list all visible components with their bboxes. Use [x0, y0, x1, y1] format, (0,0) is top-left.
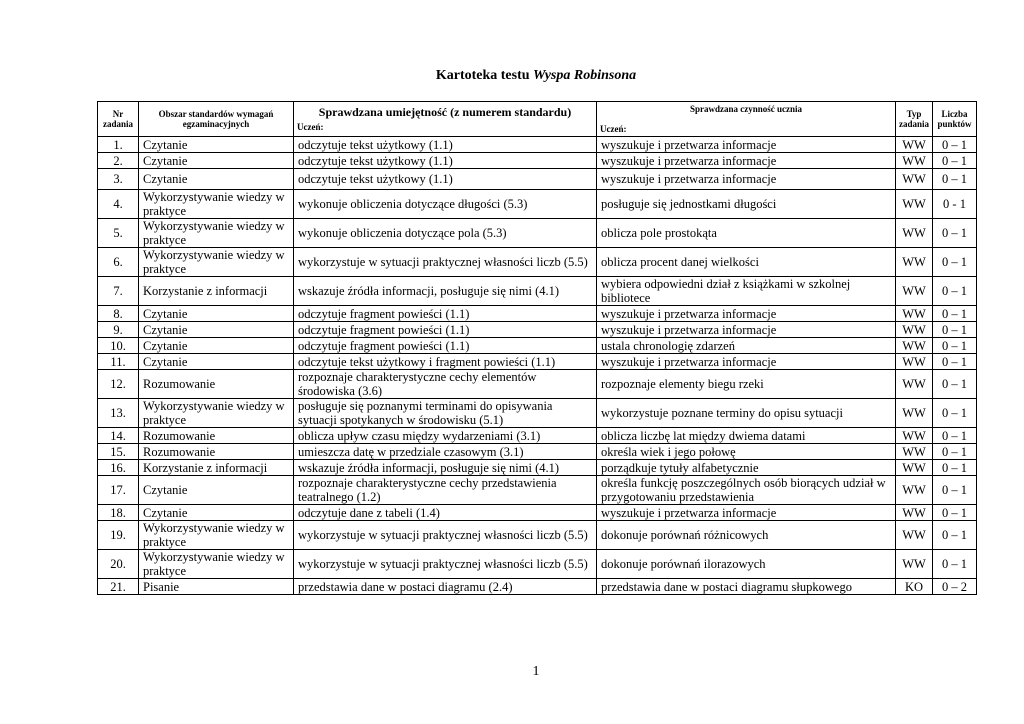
- table-row: [98, 354, 977, 370]
- table-row: [98, 169, 977, 190]
- cell-nr: 12.: [98, 370, 139, 399]
- table-row: [98, 153, 977, 169]
- cell-typ: WW: [896, 169, 933, 190]
- cell-czynnosc: określa wiek i jego połowę: [597, 444, 896, 460]
- cell-nr: 18.: [98, 505, 139, 521]
- cell-umiejetnosc: odczytuje tekst użytkowy (1.1): [294, 153, 597, 169]
- cell-typ: KO: [896, 579, 933, 595]
- cell-umiejetnosc: przedstawia dane w postaci diagramu (2.4): [294, 579, 597, 595]
- cell-obszar: Rozumowanie: [139, 428, 294, 444]
- cell-obszar: Korzystanie z informacji: [139, 460, 294, 476]
- cell-punkty: 0 – 1: [933, 444, 977, 460]
- page-number: 1: [532, 664, 540, 679]
- table-row: [98, 190, 977, 219]
- cell-punkty: 0 – 1: [933, 476, 977, 505]
- cell-punkty: 0 – 2: [933, 579, 977, 595]
- title-prefix: Kartoteka testu: [435, 68, 530, 83]
- cell-umiejetnosc: wykorzystuje w sytuacji praktycznej własności liczb (5.5): [294, 521, 597, 550]
- table-row: [98, 428, 977, 444]
- cell-nr: 7.: [98, 277, 139, 306]
- cell-punkty: 0 – 1: [933, 306, 977, 322]
- cell-punkty: 0 – 1: [933, 399, 977, 428]
- cell-obszar: Czytanie: [139, 153, 294, 169]
- cell-obszar: Czytanie: [139, 476, 294, 505]
- table-row: [98, 277, 977, 306]
- table-row: [98, 476, 977, 505]
- cell-nr: 2.: [98, 153, 139, 169]
- table-row: [98, 505, 977, 521]
- cell-punkty: 0 – 1: [933, 248, 977, 277]
- cell-umiejetnosc: wykorzystuje w sytuacji praktycznej własności liczb (5.5): [294, 550, 597, 579]
- table-row: [98, 444, 977, 460]
- kartoteka-table: [97, 101, 977, 595]
- cell-obszar: Czytanie: [139, 137, 294, 153]
- cell-nr: 17.: [98, 476, 139, 505]
- header-czynnosc-label: Sprawdzana czynność ucznia: [689, 104, 802, 114]
- title-italic: Wyspa Robinsona: [533, 68, 637, 83]
- cell-umiejetnosc: odczytuje tekst użytkowy (1.1): [294, 169, 597, 190]
- cell-typ: WW: [896, 444, 933, 460]
- cell-nr: 19.: [98, 521, 139, 550]
- cell-czynnosc: wyszukuje i przetwarza informacje: [597, 153, 896, 169]
- cell-umiejetnosc: wskazuje źródła informacji, posługuje się nimi (4.1): [294, 460, 597, 476]
- table-body: [98, 137, 977, 595]
- cell-obszar: Czytanie: [139, 354, 294, 370]
- cell-nr: 9.: [98, 322, 139, 338]
- cell-czynnosc: wyszukuje i przetwarza informacje: [597, 322, 896, 338]
- cell-umiejetnosc: odczytuje fragment powieści (1.1): [294, 322, 597, 338]
- cell-punkty: 0 – 1: [933, 370, 977, 399]
- cell-typ: WW: [896, 505, 933, 521]
- cell-umiejetnosc: wykonuje obliczenia dotyczące długości (5.3): [294, 190, 597, 219]
- cell-czynnosc: oblicza procent danej wielkości: [597, 248, 896, 277]
- cell-typ: WW: [896, 476, 933, 505]
- cell-nr: 1.: [98, 137, 139, 153]
- cell-nr: 15.: [98, 444, 139, 460]
- cell-typ: WW: [896, 248, 933, 277]
- table-row: [98, 550, 977, 579]
- cell-umiejetnosc: wykonuje obliczenia dotyczące pola (5.3): [294, 219, 597, 248]
- cell-typ: WW: [896, 521, 933, 550]
- cell-obszar: Wykorzystywanie wiedzy w praktyce: [139, 190, 294, 219]
- cell-punkty: 0 – 1: [933, 460, 977, 476]
- cell-obszar: Rozumowanie: [139, 370, 294, 399]
- cell-typ: WW: [896, 190, 933, 219]
- cell-czynnosc: wyszukuje i przetwarza informacje: [597, 505, 896, 521]
- cell-umiejetnosc: wykorzystuje w sytuacji praktycznej własności liczb (5.5): [294, 248, 597, 277]
- cell-typ: WW: [896, 219, 933, 248]
- cell-obszar: Rozumowanie: [139, 444, 294, 460]
- cell-czynnosc: wybiera odpowiedni dział z książkami w szkolnej bibliotece: [597, 277, 896, 306]
- cell-umiejetnosc: rozpoznaje charakterystyczne cechy przedstawienia teatralnego (1.2): [294, 476, 597, 505]
- cell-nr: 21.: [98, 579, 139, 595]
- cell-umiejetnosc: oblicza upływ czasu między wydarzeniami (3.1): [294, 428, 597, 444]
- cell-obszar: Wykorzystywanie wiedzy w praktyce: [139, 550, 294, 579]
- cell-typ: WW: [896, 153, 933, 169]
- cell-czynnosc: przedstawia dane w postaci diagramu słupkowego: [597, 579, 896, 595]
- cell-typ: WW: [896, 460, 933, 476]
- cell-czynnosc: dokonuje porównań ilorazowych: [597, 550, 896, 579]
- cell-punkty: 0 – 1: [933, 354, 977, 370]
- cell-typ: WW: [896, 306, 933, 322]
- header-umiejetnosc-sub: Uczeń:: [297, 121, 324, 132]
- cell-czynnosc: oblicza liczbę lat między dwiema datami: [597, 428, 896, 444]
- cell-punkty: 0 – 1: [933, 169, 977, 190]
- cell-punkty: 0 – 1: [933, 338, 977, 354]
- cell-nr: 13.: [98, 399, 139, 428]
- cell-nr: 8.: [98, 306, 139, 322]
- cell-punkty: 0 – 1: [933, 219, 977, 248]
- cell-punkty: 0 – 1: [933, 153, 977, 169]
- cell-nr: 11.: [98, 354, 139, 370]
- cell-typ: WW: [896, 399, 933, 428]
- table-row: [98, 219, 977, 248]
- header-czynnosc: [597, 102, 896, 137]
- cell-typ: WW: [896, 354, 933, 370]
- table-row: [98, 370, 977, 399]
- table-row: [98, 306, 977, 322]
- header-typ: Typ zadania: [896, 102, 933, 137]
- cell-typ: WW: [896, 277, 933, 306]
- cell-czynnosc: określa funkcję poszczególnych osób biorących udział w przygotowaniu przedstawienia: [597, 476, 896, 505]
- cell-czynnosc: wykorzystuje poznane terminy do opisu sytuacji: [597, 399, 896, 428]
- page-title: [0, 68, 1024, 84]
- cell-czynnosc: porządkuje tytuły alfabetycznie: [597, 460, 896, 476]
- cell-obszar: Czytanie: [139, 505, 294, 521]
- cell-punkty: 0 – 1: [933, 322, 977, 338]
- cell-nr: 6.: [98, 248, 139, 277]
- table-row: [98, 399, 977, 428]
- cell-nr: 5.: [98, 219, 139, 248]
- cell-umiejetnosc: odczytuje fragment powieści (1.1): [294, 306, 597, 322]
- header-punkty: Liczba punktów: [933, 102, 977, 137]
- cell-czynnosc: rozpoznaje elementy biegu rzeki: [597, 370, 896, 399]
- cell-umiejetnosc: odczytuje tekst użytkowy i fragment powieści (1.1): [294, 354, 597, 370]
- header-nr: Nr zadania: [98, 102, 139, 137]
- cell-nr: 20.: [98, 550, 139, 579]
- cell-punkty: 0 – 1: [933, 521, 977, 550]
- cell-umiejetnosc: posługuje się poznanymi terminami do opisywania sytuacji spotykanych w środowisku (5.1): [294, 399, 597, 428]
- cell-typ: WW: [896, 137, 933, 153]
- cell-punkty: 0 – 1: [933, 137, 977, 153]
- cell-obszar: Czytanie: [139, 338, 294, 354]
- cell-czynnosc: oblicza pole prostokąta: [597, 219, 896, 248]
- cell-obszar: Wykorzystywanie wiedzy w praktyce: [139, 248, 294, 277]
- cell-umiejetnosc: rozpoznaje charakterystyczne cechy elementów środowiska (3.6): [294, 370, 597, 399]
- cell-typ: WW: [896, 338, 933, 354]
- cell-czynnosc: wyszukuje i przetwarza informacje: [597, 169, 896, 190]
- cell-obszar: Wykorzystywanie wiedzy w praktyce: [139, 521, 294, 550]
- cell-typ: WW: [896, 428, 933, 444]
- table-row: [98, 521, 977, 550]
- header-czynnosc-sub: Uczeń:: [600, 124, 627, 134]
- cell-punkty: 0 – 1: [933, 277, 977, 306]
- header-row: [98, 102, 977, 137]
- cell-czynnosc: wyszukuje i przetwarza informacje: [597, 354, 896, 370]
- table-row: [98, 460, 977, 476]
- cell-nr: 16.: [98, 460, 139, 476]
- cell-punkty: 0 - 1: [933, 190, 977, 219]
- table-row: [98, 248, 977, 277]
- cell-obszar: Wykorzystywanie wiedzy w praktyce: [139, 399, 294, 428]
- cell-czynnosc: posługuje się jednostkami długości: [597, 190, 896, 219]
- cell-umiejetnosc: odczytuje tekst użytkowy (1.1): [294, 137, 597, 153]
- cell-obszar: Czytanie: [139, 169, 294, 190]
- cell-obszar: Czytanie: [139, 322, 294, 338]
- header-obszar: Obszar standardów wymagań egzaminacyjnych: [139, 102, 294, 137]
- cell-czynnosc: ustala chronologię zdarzeń: [597, 338, 896, 354]
- cell-umiejetnosc: wskazuje źródła informacji, posługuje się nimi (4.1): [294, 277, 597, 306]
- cell-punkty: 0 – 1: [933, 428, 977, 444]
- header-umiejetnosc: [294, 102, 597, 137]
- cell-czynnosc: wyszukuje i przetwarza informacje: [597, 137, 896, 153]
- cell-obszar: Korzystanie z informacji: [139, 277, 294, 306]
- cell-obszar: Czytanie: [139, 306, 294, 322]
- cell-nr: 4.: [98, 190, 139, 219]
- header-umiejetnosc-label: Sprawdzana umiejętność (z numerem standardu): [318, 104, 572, 119]
- cell-obszar: Pisanie: [139, 579, 294, 595]
- cell-punkty: 0 – 1: [933, 550, 977, 579]
- cell-czynnosc: wyszukuje i przetwarza informacje: [597, 306, 896, 322]
- cell-typ: WW: [896, 322, 933, 338]
- cell-nr: 3.: [98, 169, 139, 190]
- cell-umiejetnosc: odczytuje fragment powieści (1.1): [294, 338, 597, 354]
- cell-umiejetnosc: odczytuje dane z tabeli (1.4): [294, 505, 597, 521]
- table-row: [98, 338, 977, 354]
- cell-typ: WW: [896, 370, 933, 399]
- cell-obszar: Wykorzystywanie wiedzy w praktyce: [139, 219, 294, 248]
- cell-punkty: 0 – 1: [933, 505, 977, 521]
- cell-nr: 14.: [98, 428, 139, 444]
- table-row: [98, 579, 977, 595]
- cell-nr: 10.: [98, 338, 139, 354]
- table-row: [98, 322, 977, 338]
- table-row: [98, 137, 977, 153]
- cell-czynnosc: dokonuje porównań różnicowych: [597, 521, 896, 550]
- cell-typ: WW: [896, 550, 933, 579]
- cell-umiejetnosc: umieszcza datę w przedziale czasowym (3.1): [294, 444, 597, 460]
